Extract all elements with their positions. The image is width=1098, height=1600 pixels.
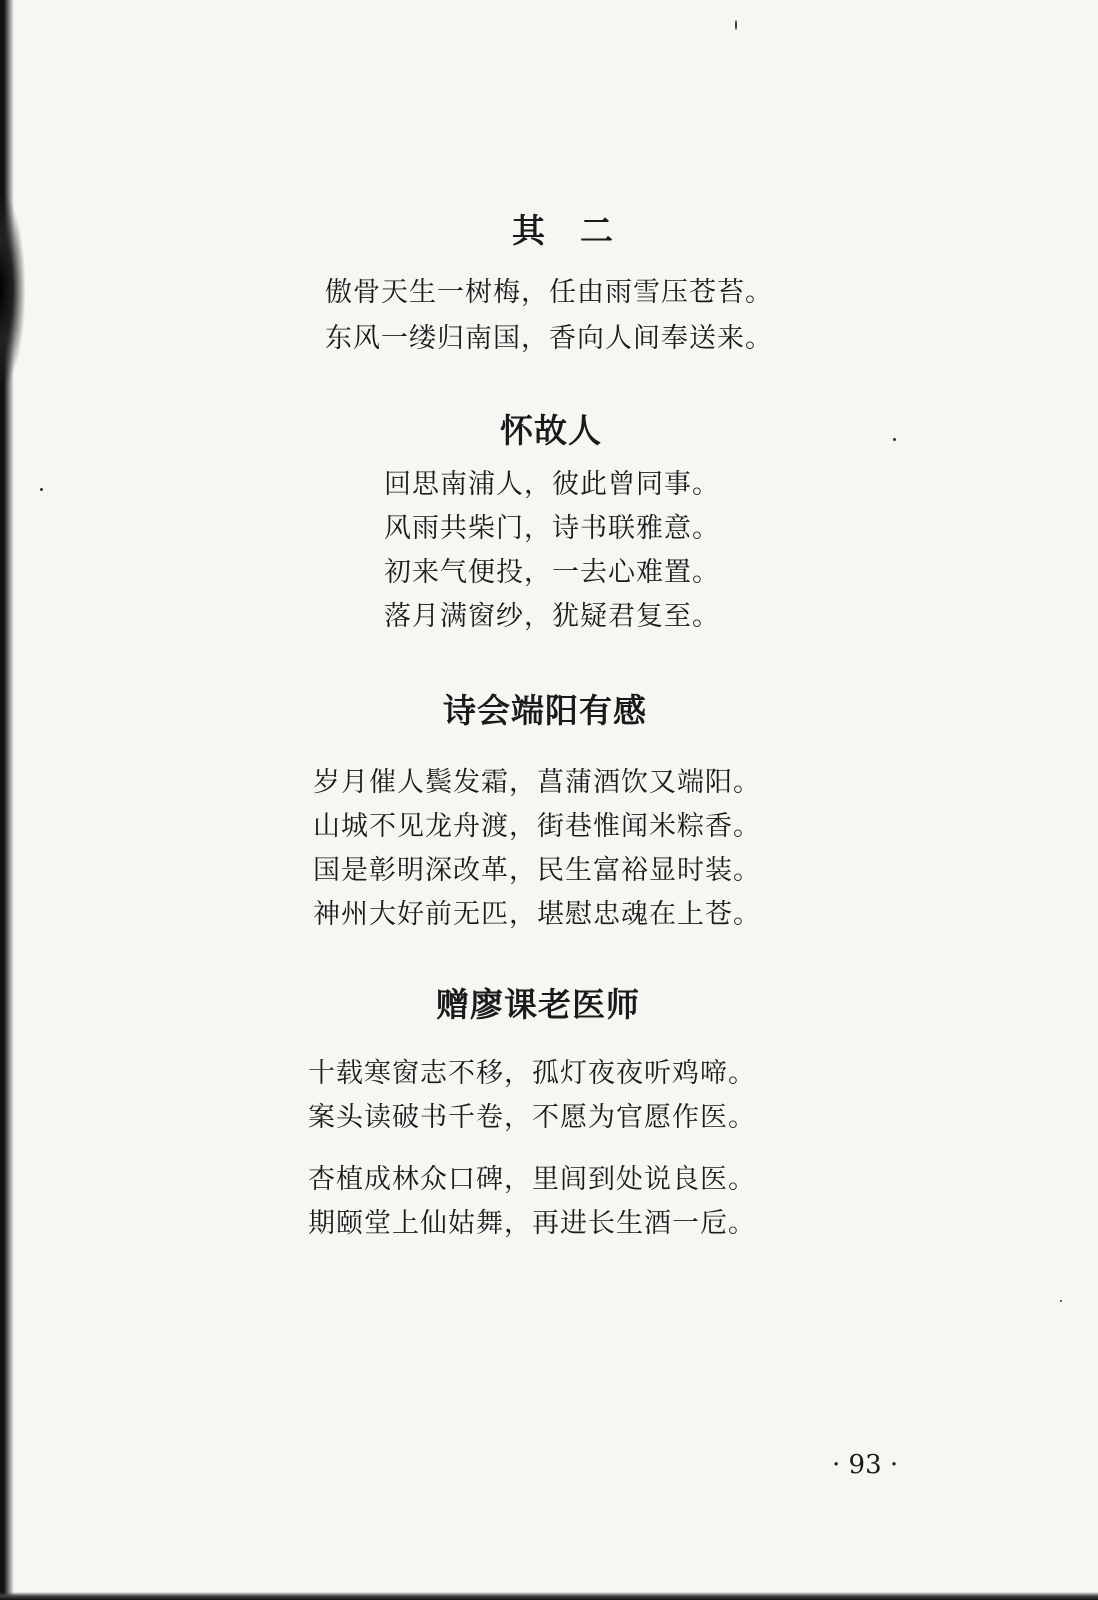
poem-line: 国是彰明深改革，民生富裕显时装。 — [313, 855, 761, 886]
poem-title-zeng-liao: 赠廖课老医师 — [436, 985, 640, 1024]
scan-speck — [893, 438, 896, 441]
poem-line: 回思南浦人，彼此曾同事。 — [384, 469, 720, 500]
page-bottom-edge-shadow — [0, 1592, 1098, 1600]
poem-line: 傲骨天生一树梅，任由雨雪压苍苔。 — [325, 277, 773, 308]
scan-dark-spot — [0, 190, 26, 390]
poem-line: 落月满窗纱，犹疑君复至。 — [384, 601, 720, 632]
poem-line: 杏植成林众口碑，里闾到处说良医。 — [308, 1164, 756, 1195]
page-number: · 93 · — [832, 1450, 899, 1480]
poem-line: 东风一缕归南国，香向人间奉送来。 — [325, 323, 773, 354]
poem-line: 期颐堂上仙姑舞，再进长生酒一卮。 — [308, 1208, 756, 1239]
poem-line: 风雨共柴门，诗书联雅意。 — [384, 513, 720, 544]
poem-title-qi-er: 其 二 — [512, 211, 614, 250]
poem-line: 初来气便投，一去心难置。 — [384, 557, 720, 588]
poem-line: 案头读破书千卷，不愿为官愿作医。 — [308, 1102, 756, 1133]
poem-line: 神州大好前无匹，堪慰忠魂在上苍。 — [313, 899, 761, 930]
poem-title-duan-yang: 诗会端阳有感 — [443, 691, 647, 730]
scan-speck — [735, 20, 737, 30]
poem-title-huai-gu-ren: 怀故人 — [500, 411, 602, 450]
scan-speck — [40, 488, 43, 491]
poem-line: 山城不见龙舟渡，街巷惟闻米粽香。 — [313, 811, 761, 842]
poem-line: 岁月催人鬓发霜，菖蒲酒饮又端阳。 — [313, 767, 761, 798]
poem-line: 十载寒窗志不移，孤灯夜夜听鸡啼。 — [308, 1058, 756, 1089]
scan-speck — [1060, 1300, 1062, 1302]
